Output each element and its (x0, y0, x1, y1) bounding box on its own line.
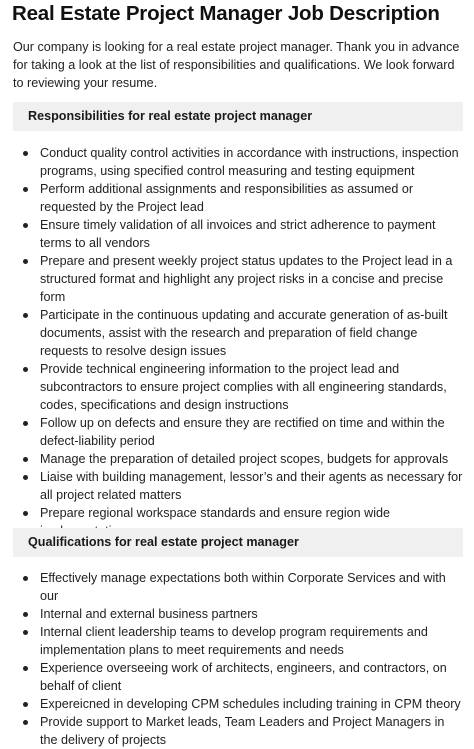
list-item: Liaise with building management, lessor’s and their agents as necessary for all project related matters (40, 470, 463, 502)
list-item: Perform additional assignments and responsibilities as assumed or requested by the Project lead (40, 180, 463, 216)
qualifications-list (13, 569, 463, 749)
list-item: Internal and external business partners (40, 605, 463, 623)
intro-paragraph: Our company is looking for a real estate project manager. Thank you in advance for taking a look at the list of responsibilities and qualifications. We look forward to reviewing your resume. (13, 40, 460, 90)
list-item: Provide technical engineering information to the project lead and subcontractors to ensure project complies with all engineering standards, codes, specifications and design instructions (40, 360, 463, 414)
page-title: Real Estate Project Manager Job Description (12, 2, 440, 25)
list-item: Prepare and present weekly project status updates to the Project lead in a structured format and highlight any project risks in a concise and precise form (40, 252, 463, 306)
list-item: Effectively manage expectations both within Corporate Services and with our (40, 569, 463, 605)
responsibilities-heading: Responsibilities for real estate project manager (13, 102, 463, 131)
list-item: Manage the preparation of detailed project scopes, budgets for approvals (40, 450, 463, 468)
list-item: Prepare regional workspace standards and ensure region wide (40, 504, 463, 540)
list-item: Experience overseeing work of architects, engineers, and contractors, on behalf of client (40, 659, 463, 695)
list-item: Ensure timely validation of all invoices and strict adherence to payment terms to all vendors (40, 216, 463, 252)
list-item: Conduct quality control activities in accordance with instructions, inspection programs, using specified control measuring and testing equipment (40, 144, 463, 180)
list-item: Expereicned in developing CPM schedules including training in CPM theory (40, 695, 463, 713)
responsibilities-list (13, 144, 463, 540)
list-item: Internal client leadership teams to develop program requirements and implementation plans to meet requirements and needs (40, 623, 463, 659)
list-item: Participate in the continuous updating and accurate generation of as-built documents, assist with the research and preparation of field change requests to resolve design issues (40, 306, 463, 360)
list-item: Provide support to Market leads, Team Leaders and Project Managers in the delivery of projects (40, 713, 463, 749)
list-item: Follow up on defects and ensure they are rectified on time and within the defect-liability period (40, 414, 463, 450)
qualifications-heading: Qualifications for real estate project manager (13, 528, 463, 557)
